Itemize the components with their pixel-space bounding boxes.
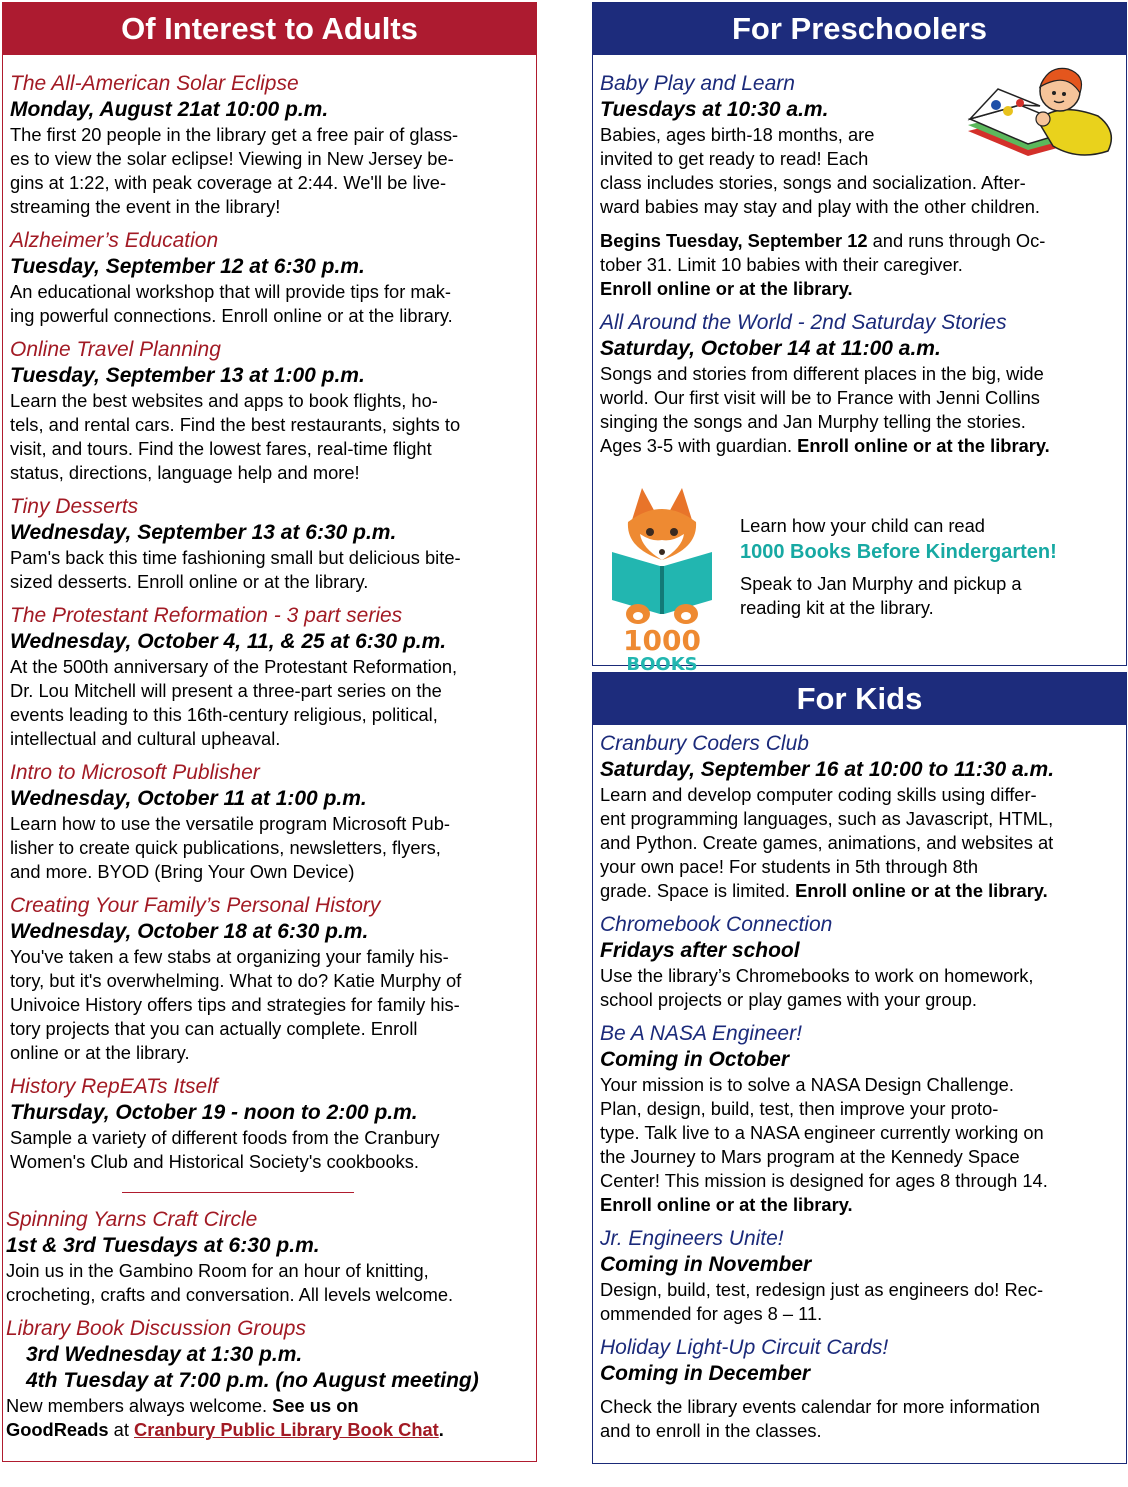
event-date: Coming in December: [600, 1362, 811, 1385]
desc-line: tory, but it's overwhelming. What to do? Katie Murphy of: [10, 970, 462, 991]
event-tiny-desserts: [10, 494, 529, 594]
event-date: Tuesday, September 12 at 6:30 p.m.: [10, 255, 365, 278]
desc-line: intellectual and cultural upheaval.: [10, 728, 281, 749]
event-date: Tuesday, September 13 at 1:00 p.m.: [10, 364, 365, 387]
thousand-books-promo: [600, 480, 1119, 672]
desc-line: tober 31. Limit 10 babies with their caregiver.: [600, 254, 963, 275]
event-date: 3rd Wednesday at 1:30 p.m.: [26, 1343, 303, 1366]
event-title: The All-American Solar Eclipse: [10, 72, 299, 95]
desc-line: Design, build, test, redesign just as engineers do! Rec-: [600, 1279, 1044, 1300]
event-description: [10, 280, 529, 328]
desc-line: An educational workshop that will provide tips for mak-: [10, 281, 451, 302]
event-date: Coming in November: [600, 1253, 812, 1276]
desc-line: Learn how to use the versatile program Microsoft Pub-: [10, 813, 450, 834]
desc-text: Ages 3-5 with guardian.: [600, 435, 798, 456]
desc-line: gins at 1:22, with peak coverage at 2:44. We'll be live-: [10, 172, 447, 193]
event-title: Be A NASA Engineer!: [600, 1022, 802, 1045]
adults-events: [3, 55, 536, 1442]
promo-line: Learn how your child can read: [740, 515, 985, 536]
thousand-books-text: [740, 514, 1057, 672]
adults-header: Of Interest to Adults: [3, 3, 536, 55]
baby-reading-illustration: [958, 61, 1118, 171]
desc-line: [600, 229, 1119, 253]
desc-line: world. Our first visit will be to France with Jenni Collins: [600, 387, 1040, 408]
event-date: Fridays after school: [600, 939, 800, 962]
preschoolers-header: For Preschoolers: [593, 3, 1126, 55]
desc-line: class includes stories, songs and socialization. After-: [600, 172, 1026, 193]
event-date: Wednesday, October 4, 11, & 25 at 6:30 p.m.: [10, 630, 447, 653]
desc-line: lisher to create quick publications, newsletters, flyers,: [10, 837, 441, 858]
enroll-note: Enroll online or at the library.: [600, 278, 853, 299]
logo-word: BOOKS: [626, 654, 698, 672]
desc-line: Women's Club and Historical Society's cookbooks.: [10, 1151, 420, 1172]
desc-line: events leading to this 16th-century religious, political,: [10, 704, 438, 725]
desc-line: and to enroll in the classes.: [600, 1420, 822, 1441]
desc-line: visit, and tours. Find the lowest fares, real-time flight: [10, 438, 432, 459]
event-travel-planning: [10, 337, 529, 485]
event-title: Alzheimer’s Education: [10, 229, 219, 252]
desc-line: tory projects that you can actually complete. Enroll: [10, 1018, 418, 1039]
desc-line: The first 20 people in the library get a free pair of glass-: [10, 124, 459, 145]
desc-line: streaming the event in the library!: [10, 196, 281, 217]
promo-highlight: 1000 Books Before Kindergarten!: [740, 541, 1057, 563]
event-description: [10, 123, 529, 219]
desc-line: tels, and rental cars. Find the best restaurants, sights to: [10, 414, 461, 435]
desc-line: online or at the library.: [10, 1042, 190, 1063]
event-holiday-cards: [600, 1335, 1119, 1443]
event-description: [10, 655, 529, 751]
event-spinning-yarns: [6, 1207, 529, 1307]
desc-line: crocheting, crafts and conversation. All levels welcome.: [6, 1284, 454, 1305]
event-description: [6, 1259, 529, 1307]
event-date: Thursday, October 19 - noon to 2:00 p.m.: [10, 1101, 418, 1124]
adults-section: [2, 2, 537, 1462]
desc-line: [600, 879, 1119, 903]
desc-line: school projects or play games with your group.: [600, 989, 977, 1010]
kids-section: [592, 672, 1127, 1464]
event-description: [10, 945, 529, 1065]
event-nasa-engineer: [600, 1021, 1119, 1217]
event-date: Saturday, October 14 at 11:00 a.m.: [600, 337, 941, 360]
logo-number: 1000: [623, 624, 701, 657]
event-title: Library Book Discussion Groups: [6, 1317, 306, 1340]
event-title: Holiday Light-Up Circuit Cards!: [600, 1336, 889, 1359]
event-title: Tiny Desserts: [10, 495, 139, 518]
desc-text: grade. Space is limited.: [600, 880, 796, 901]
event-title: Creating Your Family’s Personal History: [10, 894, 381, 917]
desc-line: and more. BYOD (Bring Your Own Device): [10, 861, 355, 882]
desc-line: Your mission is to solve a NASA Design Challenge.: [600, 1074, 1014, 1095]
desc-bold: Begins Tuesday, September 12: [600, 230, 868, 251]
desc-line: [6, 1394, 529, 1418]
desc-bold: See us on: [272, 1395, 359, 1416]
event-title: Spinning Yarns Craft Circle: [6, 1208, 258, 1231]
promo-line: Speak to Jan Murphy and pickup a: [740, 573, 1022, 594]
desc-line: sized desserts. Enroll online or at the library.: [10, 571, 369, 592]
goodreads-label: GoodReads: [6, 1419, 109, 1440]
desc-line: invited to get ready to read! Each: [600, 148, 869, 169]
preschoolers-section: [592, 2, 1127, 672]
event-date: Wednesday, October 11 at 1:00 p.m.: [10, 787, 367, 810]
desc-text: .: [438, 1419, 444, 1440]
enroll-note: Enroll online or at the library.: [600, 1194, 853, 1215]
event-title: History RepEATs Itself: [10, 1075, 218, 1098]
event-title: Chromebook Connection: [600, 913, 833, 936]
desc-line: status, directions, language help and more!: [10, 462, 360, 483]
desc-line: Dr. Lou Mitchell will present a three-part series on the: [10, 680, 442, 701]
event-date: Saturday, September 16 at 10:00 to 11:30 a.m.: [600, 758, 1055, 781]
desc-line: ent programming languages, such as Javascript, HTML,: [600, 808, 1054, 829]
desc-line: Univoice History offers tips and strategies for family his-: [10, 994, 460, 1015]
desc-line: [6, 1418, 529, 1442]
desc-line: [600, 434, 1119, 458]
fox-reading-logo: [606, 482, 718, 672]
desc-line: Babies, ages birth-18 months, are: [600, 124, 875, 145]
desc-bold: Enroll online or at the library.: [795, 880, 1048, 901]
event-title: The Protestant Reformation - 3 part series: [10, 604, 403, 627]
event-solar-eclipse: [10, 71, 529, 219]
event-description: [10, 389, 529, 485]
event-around-the-world: [600, 310, 1119, 458]
event-history-repeats: [10, 1074, 529, 1174]
desc-bold: Enroll online or at the library.: [797, 435, 1050, 456]
event-microsoft-publisher: [10, 760, 529, 884]
promo-line: reading kit at the library.: [740, 597, 934, 618]
desc-line: Sample a variety of different foods from the Cranbury: [10, 1127, 440, 1148]
event-date: Wednesday, October 18 at 6:30 p.m.: [10, 920, 369, 943]
event-title: Intro to Microsoft Publisher: [10, 761, 260, 784]
event-protestant-reformation: [10, 603, 529, 751]
desc-line: Songs and stories from different places in the big, wide: [600, 363, 1044, 384]
event-description: [600, 362, 1119, 458]
event-alzheimers: [10, 228, 529, 328]
event-title: Baby Play and Learn: [600, 72, 795, 95]
desc-line: type. Talk live to a NASA engineer currently working on: [600, 1122, 1044, 1143]
desc-line: ward babies may stay and play with the other children.: [600, 196, 1040, 217]
desc-line: es to view the solar eclipse! Viewing in New Jersey be-: [10, 148, 454, 169]
event-chromebook: [600, 912, 1119, 1012]
event-description: [600, 1278, 1119, 1326]
desc-line: ing powerful connections. Enroll online or at the library.: [10, 305, 453, 326]
event-title: Online Travel Planning: [10, 338, 221, 361]
desc-line: At the 500th anniversary of the Protestant Reformation,: [10, 656, 458, 677]
desc-line: Plan, design, build, test, then improve your proto-: [600, 1098, 999, 1119]
desc-line: Learn and develop computer coding skills using differ-: [600, 784, 1037, 805]
desc-line: the Journey to Mars program at the Kennedy Space: [600, 1146, 1020, 1167]
desc-line: Check the library events calendar for more information: [600, 1396, 1040, 1417]
event-description: [600, 964, 1119, 1012]
desc-line: Learn the best websites and apps to book flights, ho-: [10, 390, 438, 411]
desc-text: New members always welcome.: [6, 1395, 273, 1416]
event-coders-club: [600, 731, 1119, 903]
event-description: [600, 1395, 1119, 1443]
event-description: [10, 812, 529, 884]
desc-line: singing the songs and Jan Murphy telling the stories.: [600, 411, 1026, 432]
desc-line: your own pace! For students in 5th through 8th: [600, 856, 979, 877]
kids-events: [593, 725, 1126, 1443]
event-date: Monday, August 21at 10:00 p.m.: [10, 98, 329, 121]
desc-text: and runs through Oc-: [867, 230, 1046, 251]
desc-line: and Python. Create games, animations, and websites at: [600, 832, 1054, 853]
divider: [122, 1192, 354, 1193]
desc-line: You've taken a few stabs at organizing your family his-: [10, 946, 449, 967]
event-date: Tuesdays at 10:30 a.m.: [600, 98, 829, 121]
event-book-discussion: [6, 1316, 529, 1442]
event-description: [600, 783, 1119, 903]
event-date: Wednesday, September 13 at 6:30 p.m.: [10, 521, 397, 544]
event-title: All Around the World - 2nd Saturday Stories: [600, 311, 1007, 334]
event-title: Cranbury Coders Club: [600, 732, 809, 755]
event-family-history: [10, 893, 529, 1065]
book-chat-link[interactable]: Cranbury Public Library Book Chat: [134, 1419, 439, 1440]
desc-line: Use the library’s Chromebooks to work on homework,: [600, 965, 1034, 986]
desc-line: Pam's back this time fashioning small but delicious bite-: [10, 547, 461, 568]
event-description: [6, 1394, 529, 1442]
event-date: 1st & 3rd Tuesdays at 6:30 p.m.: [6, 1234, 320, 1257]
event-date: Coming in October: [600, 1048, 789, 1071]
event-description: [10, 1126, 529, 1174]
desc-line: ommended for ages 8 – 11.: [600, 1303, 823, 1324]
event-title: Jr. Engineers Unite!: [600, 1227, 784, 1250]
kids-header: For Kids: [593, 673, 1126, 725]
event-description: [600, 1073, 1119, 1217]
desc-text: at: [108, 1419, 134, 1440]
desc-line: Join us in the Gambino Room for an hour of knitting,: [6, 1260, 429, 1281]
desc-line: Center! This mission is designed for ages 8 through 14.: [600, 1170, 1048, 1191]
event-date: 4th Tuesday at 7:00 p.m. (no August meeting): [26, 1369, 479, 1392]
event-description: [10, 546, 529, 594]
event-jr-engineers: [600, 1226, 1119, 1326]
